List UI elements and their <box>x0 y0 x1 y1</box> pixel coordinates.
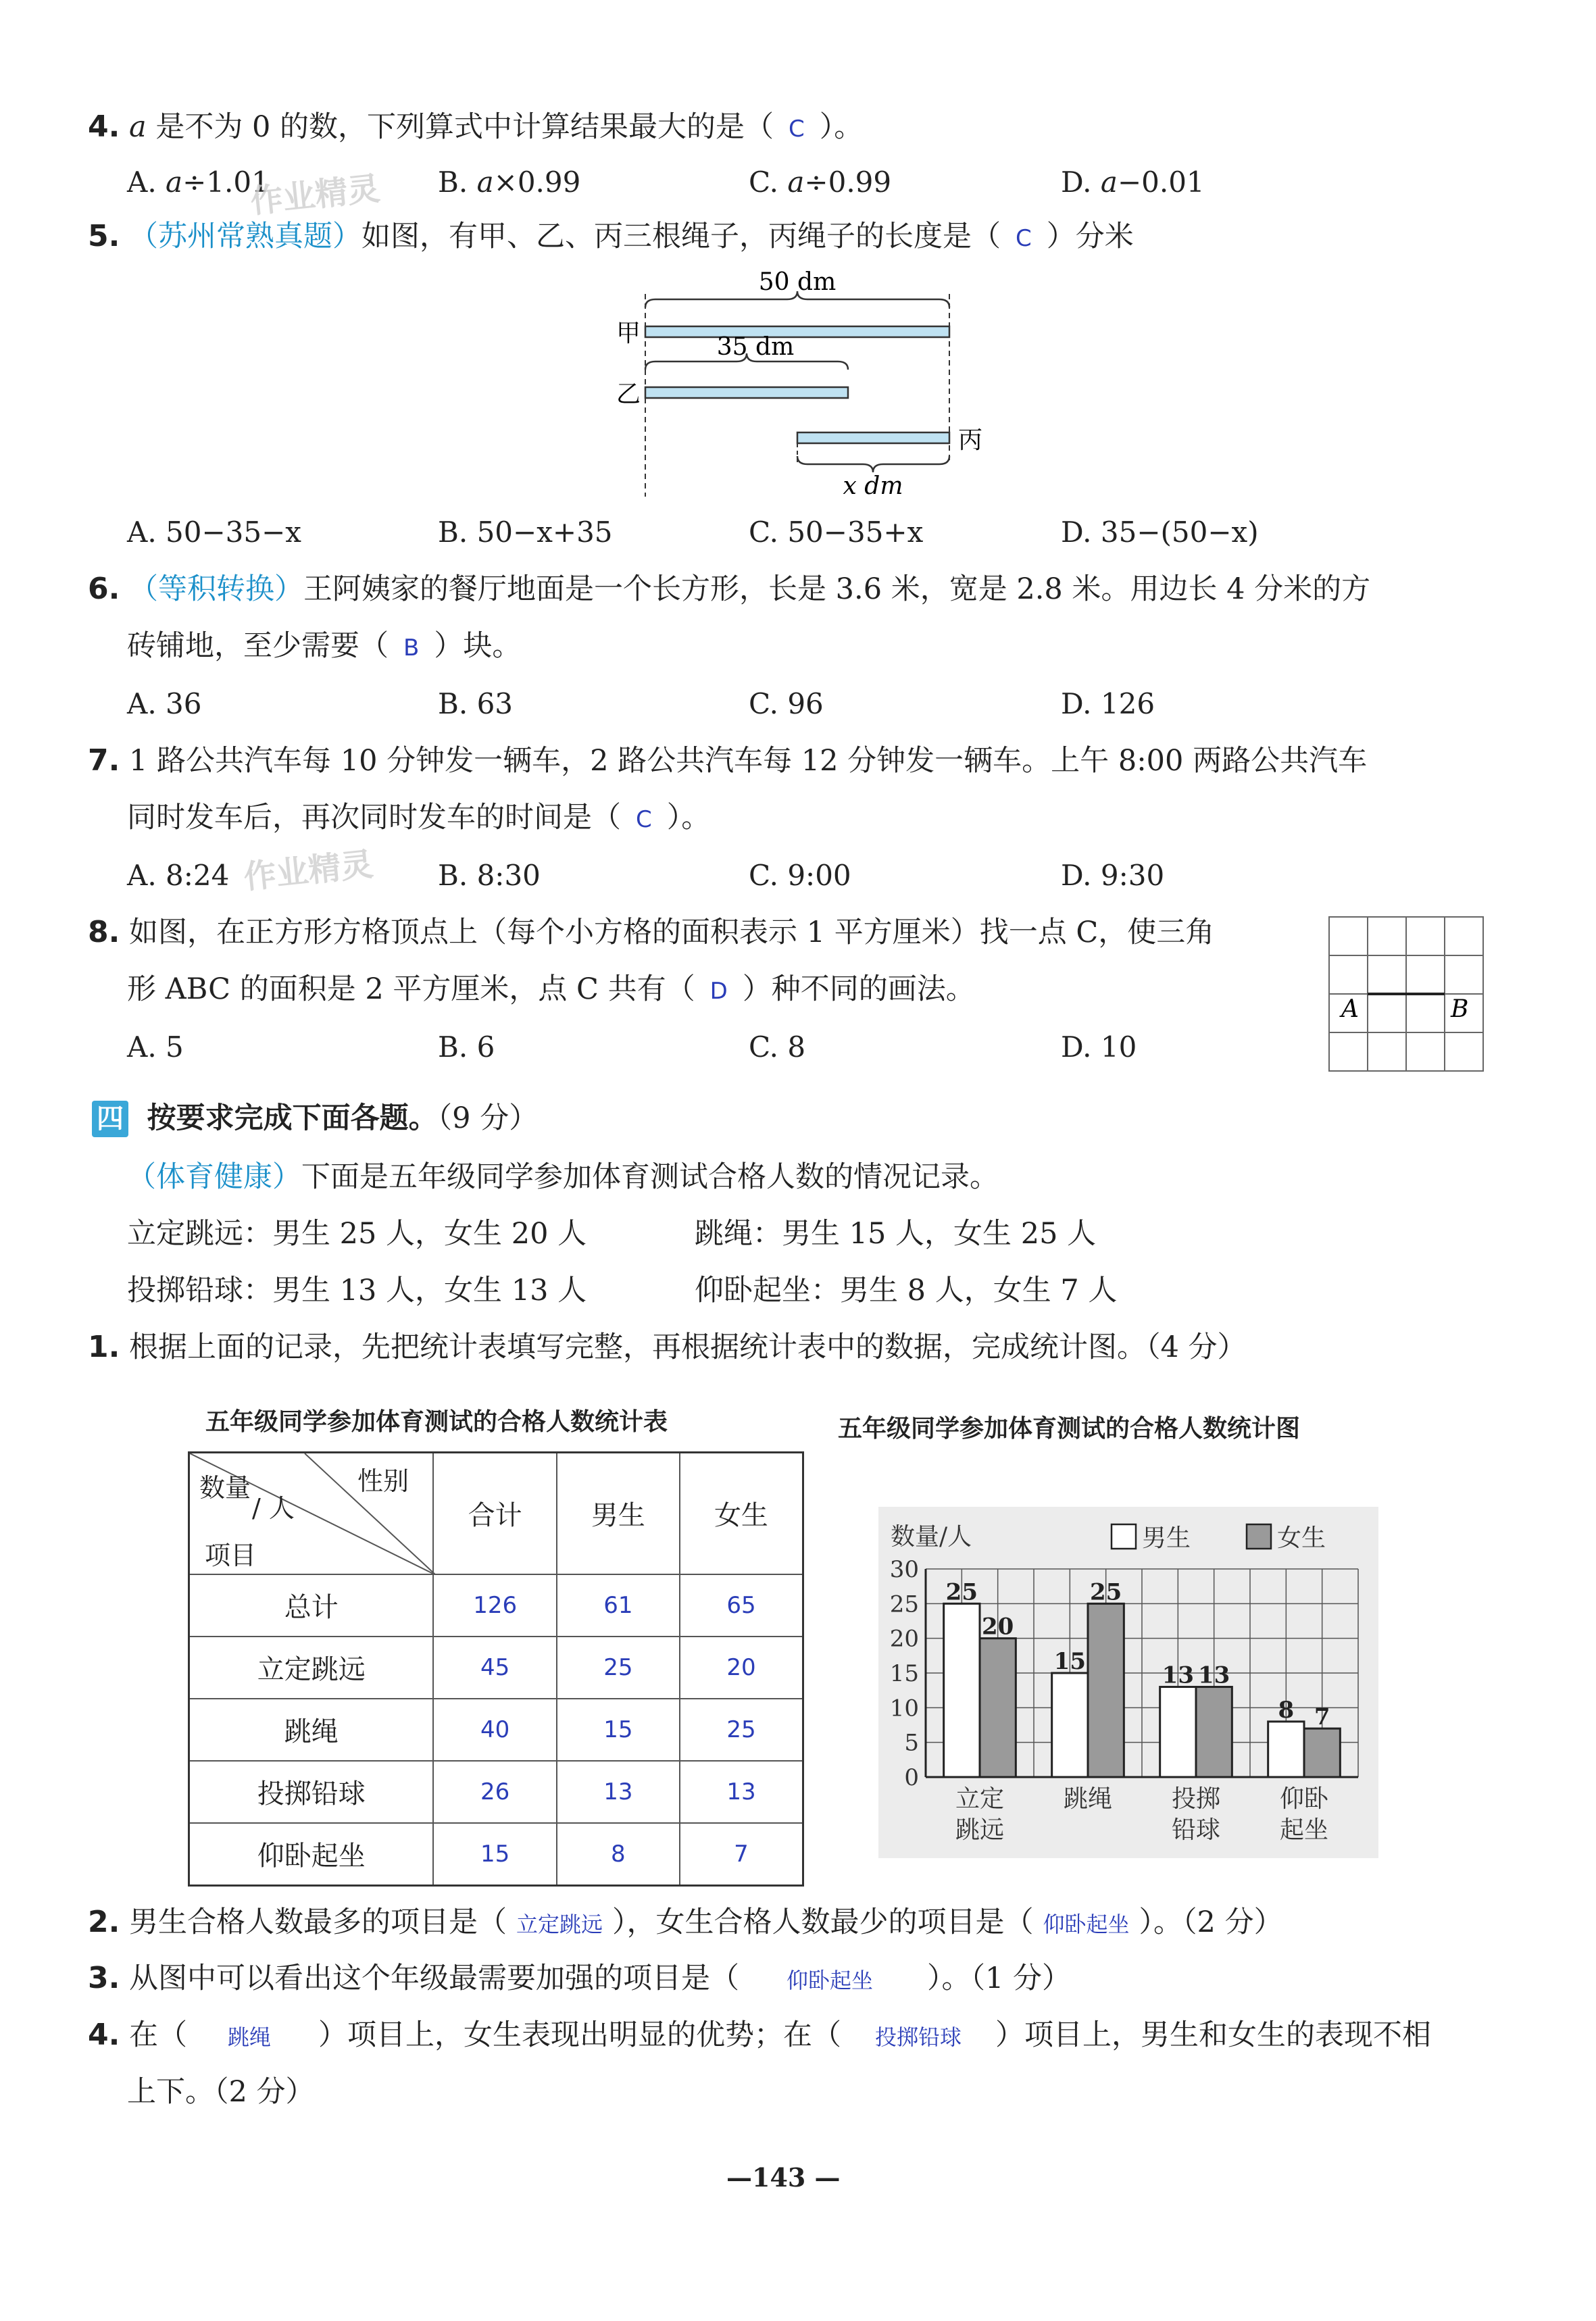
chart-title: 五年级同学参加体育测试的合格人数统计图 <box>838 1415 1301 1443</box>
q8-option-d: D. 10 <box>1061 1030 1137 1064</box>
q8-option-a: A. 5 <box>127 1030 184 1064</box>
header-boys: 男生 <box>557 1453 680 1574</box>
point-a: A <box>1341 995 1359 1023</box>
rope-yi <box>645 387 848 398</box>
answer-q4: C <box>789 116 805 143</box>
p2-stem: 2. 男生合格人数最多的项目是（ 立定跳远 ），女生合格人数最少的项目是（ 仰卧起坐 ）。（2 分） <box>88 1905 1283 1939</box>
stat-table <box>188 1451 804 1887</box>
x-tick-label: 跳绳 <box>1063 1785 1113 1813</box>
data-label: 20 <box>982 1613 1014 1641</box>
watermark: 作业精灵 <box>249 170 382 221</box>
point-b: B <box>1451 995 1469 1023</box>
y-tick-label: 30 <box>889 1556 919 1583</box>
question-number: 4. <box>88 109 120 144</box>
corner-gender: 性别 <box>357 1466 409 1496</box>
y-tick-label: 0 <box>904 1764 919 1791</box>
x-tick-label: 仰卧 <box>1279 1785 1329 1813</box>
q4-option-c: C. a÷0.99 <box>749 166 892 199</box>
question-number: 8. <box>88 915 120 949</box>
question-number: 6. <box>88 572 120 606</box>
question-number: 7. <box>88 743 120 778</box>
question-number: 1. <box>88 1330 120 1364</box>
answer-q6: B <box>403 634 420 662</box>
answer-p2-1: 立定跳远 <box>516 1912 603 1937</box>
table-row: 投掷铅球 26 13 13 <box>189 1761 803 1823</box>
x-tick-label: 跳远 <box>955 1816 1005 1844</box>
answer-p4-2: 投掷铅球 <box>875 2024 962 2050</box>
q6-stem-line2: 砖铺地，至少需要（ B ）块。 <box>127 629 522 663</box>
bar-boys <box>944 1603 980 1777</box>
data-label: 25 <box>945 1578 978 1606</box>
q6-stem <box>88 569 1370 609</box>
q5-option-a: A. 50−35−x <box>127 516 301 549</box>
bar-boys <box>1160 1687 1196 1777</box>
bar-girls <box>1196 1687 1232 1777</box>
q4-option-b: B. a×0.99 <box>438 166 581 199</box>
answer-q7: C <box>636 806 652 833</box>
question-text: 如图，在正方形方格顶点上（每个小方格的面积表示 1 平方厘米）找一点 C，使三角 <box>129 916 1215 949</box>
section-badge: 四 <box>92 1101 128 1137</box>
data-label: 13 <box>1162 1662 1194 1689</box>
data-label: 13 <box>1198 1662 1230 1689</box>
p4-stem-line2: 上下。（2 分） <box>127 2075 315 2109</box>
page-number: —143 — <box>726 2162 841 2193</box>
y-tick-label: 5 <box>904 1729 919 1757</box>
square-grid <box>1328 916 1485 1072</box>
data-label: 8 <box>1278 1696 1295 1724</box>
variable: a <box>129 110 147 144</box>
label-yi: 乙 <box>616 380 641 408</box>
question-text: 王阿姨家的餐厅地面是一个长方形，长是 3.6 米，宽是 2.8 米。用边长 4 分米的方 <box>303 572 1371 606</box>
q8-option-b: B. 6 <box>438 1030 495 1064</box>
label-xdm: x dm <box>843 472 903 500</box>
q4-option-d: D. a−0.01 <box>1061 166 1205 199</box>
x-tick-label: 铅球 <box>1171 1816 1221 1844</box>
question-number: 2. <box>88 1905 120 1939</box>
question-number: 3. <box>88 1961 120 1995</box>
y-tick-label: 10 <box>889 1695 919 1722</box>
table-corner <box>189 1453 434 1574</box>
source-tag: （体育健康） <box>127 1160 301 1194</box>
section-title: 按要求完成下面各题。 <box>147 1101 438 1135</box>
rope-jia <box>645 326 949 337</box>
record-1b: 跳绳：男生 15 人，女生 25 人 <box>695 1217 1097 1251</box>
q7-option-b: B. 8:30 <box>438 859 541 892</box>
bar-chart <box>878 1507 1378 1858</box>
header-girls: 女生 <box>680 1453 803 1574</box>
q5-option-d: D. 35−(50−x) <box>1061 516 1259 549</box>
label-jia: 甲 <box>616 320 641 347</box>
y-tick-label: 15 <box>889 1660 919 1687</box>
table-row: 仰卧起坐 15 8 7 <box>189 1823 803 1886</box>
intro-text: （体育健康）下面是五年级同学参加体育测试合格人数的情况记录。 <box>127 1160 999 1194</box>
section-score: （9 分） <box>437 1101 539 1135</box>
q6-option-d: D. 126 <box>1061 687 1155 720</box>
question-text: 1 路公共汽车每 10 分钟发一辆车，2 路公共汽车每 12 分钟发一辆车。上午 8:00 两路公共汽车 <box>129 744 1368 778</box>
corner-count: 数量 <box>199 1473 251 1503</box>
q6-option-a: A. 36 <box>127 687 202 720</box>
answer-p4-1: 跳绳 <box>228 2024 272 2050</box>
question-text: 如图，有甲、乙、丙三根绳子，丙绳子的长度是（ <box>361 220 1001 253</box>
table-title: 五年级同学参加体育测试的合格人数统计表 <box>205 1408 668 1436</box>
legend-swatch-boys <box>1112 1524 1136 1549</box>
q7-stem <box>88 741 1367 781</box>
q8-option-c: C. 8 <box>749 1030 806 1064</box>
q5-stem <box>88 216 1134 259</box>
data-label: 25 <box>1090 1578 1122 1606</box>
q4-stem <box>88 107 863 149</box>
question-end: ）。 <box>819 110 864 144</box>
x-tick-label: 立定 <box>955 1785 1005 1813</box>
q8-stem-line2: 形 ABC 的面积是 2 平方厘米，点 C 共有（ D ）种不同的画法。 <box>127 972 975 1006</box>
q7-option-c: C. 9:00 <box>749 859 851 892</box>
answer-p3: 仰卧起坐 <box>787 1968 874 1993</box>
source-tag: （等积转换） <box>129 572 304 606</box>
corner-item: 项目 <box>205 1541 257 1570</box>
watermark: 作业精灵 <box>242 845 375 897</box>
q7-option-a: A. 8:24 <box>127 859 230 892</box>
y-tick-label: 20 <box>889 1625 919 1653</box>
p3-stem: 3. 从图中可以看出这个年级最需要加强的项目是（ 仰卧起坐 ）。（1 分） <box>88 1961 1072 1995</box>
record-1a: 立定跳远：男生 25 人，女生 20 人 <box>127 1217 587 1251</box>
section-header <box>92 1098 538 1139</box>
p1-stem: 1. 根据上面的记录，先把统计表填写完整，再根据统计表中的数据，完成统计图。（4 分） <box>88 1330 1247 1364</box>
data-label: 7 <box>1314 1703 1330 1731</box>
table-row: 总计 126 61 65 <box>189 1574 803 1637</box>
table-row: 跳绳 40 15 25 <box>189 1699 803 1761</box>
record-2b: 仰卧起坐：男生 8 人，女生 7 人 <box>695 1274 1118 1307</box>
x-tick-label: 投掷 <box>1171 1785 1221 1813</box>
q4-option-a: A. a÷1.01 <box>127 166 270 199</box>
bar-boys <box>1052 1673 1088 1777</box>
q5-option-b: B. 50−x+35 <box>438 516 613 549</box>
source-tag: （苏州常熟真题） <box>129 220 362 253</box>
q7-stem-line2: 同时发车后，再次同时发车的时间是（ C ）。 <box>127 801 711 834</box>
q5-option-c: C. 50−35+x <box>749 516 924 549</box>
table-row: 立定跳远 45 25 20 <box>189 1637 803 1699</box>
bar-girls <box>1088 1603 1124 1777</box>
y-tick-label: 25 <box>889 1591 919 1618</box>
p4-stem: 4. 在（ 跳绳 ）项目上，女生表现出明显的优势；在（ 投掷铅球 ）项目上，男生和女生的表现不相 <box>88 2018 1432 2052</box>
y-axis-label: 数量/人 <box>891 1523 972 1551</box>
answer-p2-2: 仰卧起坐 <box>1043 1912 1130 1937</box>
question-number: 5. <box>88 219 120 253</box>
label-bing: 丙 <box>958 426 983 454</box>
label-50dm: 50 dm <box>758 268 837 296</box>
question-number: 4. <box>88 2018 120 2052</box>
record-2a: 投掷铅球：男生 13 人，女生 13 人 <box>127 1274 587 1307</box>
rope-bing <box>797 432 949 443</box>
bar-girls <box>980 1639 1016 1777</box>
legend-label-girls: 女生 <box>1277 1524 1326 1552</box>
legend-swatch-girls <box>1247 1524 1271 1549</box>
q6-option-b: B. 63 <box>438 687 514 720</box>
x-tick-label: 起坐 <box>1279 1816 1329 1844</box>
answer-q5: C <box>1016 225 1032 252</box>
q7-option-d: D. 9:30 <box>1061 859 1165 892</box>
answer-q8: D <box>709 978 728 1005</box>
label-35dm: 35 dm <box>716 333 795 361</box>
data-label: 15 <box>1053 1648 1086 1675</box>
q6-option-c: C. 96 <box>749 687 824 720</box>
bar-girls <box>1304 1728 1340 1777</box>
legend-label-boys: 男生 <box>1142 1524 1191 1552</box>
bar-boys <box>1268 1722 1304 1777</box>
header-total: 合计 <box>433 1453 556 1574</box>
question-text: 是不为 0 的数，下列算式中计算结果最大的是（ <box>155 110 774 144</box>
rope-diagram <box>608 267 987 503</box>
corner-slash: / 人 <box>252 1493 295 1523</box>
question-end: ）分米 <box>1046 220 1134 253</box>
q8-stem <box>88 912 1214 953</box>
